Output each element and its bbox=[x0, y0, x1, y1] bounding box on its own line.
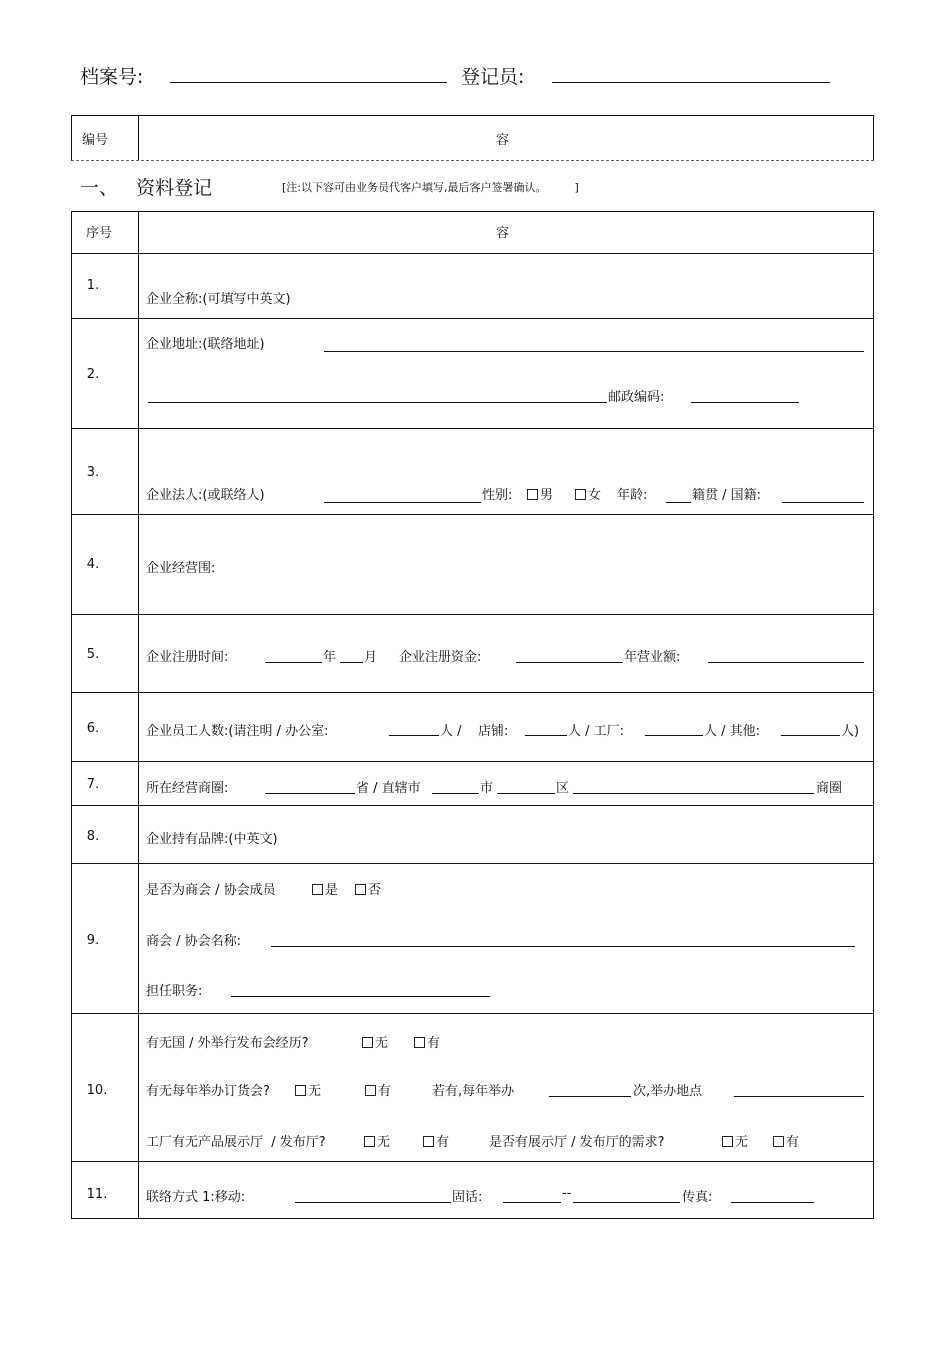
reg-month-input[interactable] bbox=[340, 662, 363, 663]
row-9-num: 9. bbox=[86, 933, 100, 948]
reg-time-label: 企业注册时间: bbox=[146, 650, 229, 665]
row-6-num: 6. bbox=[86, 721, 100, 736]
gender-label: 性别: bbox=[482, 488, 513, 503]
need-yes-label: 有 bbox=[786, 1135, 800, 1150]
row-11-num: 11. bbox=[86, 1187, 108, 1202]
main-table bbox=[71, 211, 874, 1219]
shop-label: 店铺: bbox=[478, 724, 509, 739]
member-yes-checkbox[interactable] bbox=[312, 884, 323, 895]
position-label: 担任职务: bbox=[146, 984, 203, 999]
assoc-name-label: 商会 / 协会名称: bbox=[146, 934, 242, 949]
launch-no-checkbox[interactable] bbox=[362, 1037, 373, 1048]
fair-yes-checkbox[interactable] bbox=[365, 1085, 376, 1096]
fair-location-input[interactable] bbox=[734, 1096, 864, 1097]
province-input[interactable] bbox=[265, 793, 355, 794]
if-yes-label: 若有,每年举办 bbox=[432, 1084, 515, 1099]
contact-label: 联络方式 1:移动: bbox=[146, 1190, 246, 1205]
member-no-option[interactable] bbox=[355, 879, 381, 898]
fair-yes-option[interactable] bbox=[365, 1080, 391, 1099]
main-col-content: 容 bbox=[496, 226, 510, 241]
male-checkbox[interactable] bbox=[527, 489, 538, 500]
address-input-1[interactable] bbox=[324, 351, 864, 352]
staff-label: 企业员工人数:(请注明 / 办公室: bbox=[146, 724, 329, 739]
male-label: 男 bbox=[540, 488, 554, 503]
other-staff-input[interactable] bbox=[781, 735, 840, 736]
male-option[interactable] bbox=[527, 484, 553, 503]
top-table-col-no: 编号 bbox=[82, 133, 109, 148]
showroom-yes-option[interactable] bbox=[423, 1131, 449, 1150]
need-no-checkbox[interactable] bbox=[722, 1136, 733, 1147]
biz-circle-label: 商圈 bbox=[816, 781, 843, 796]
age-label: 年龄: bbox=[617, 488, 648, 503]
member-no-label: 否 bbox=[368, 883, 382, 898]
top-table bbox=[71, 115, 874, 161]
registrar-label: 登记员: bbox=[461, 66, 525, 88]
tel-area-input[interactable] bbox=[503, 1202, 561, 1203]
showroom-no-label: 无 bbox=[377, 1135, 391, 1150]
native-input[interactable] bbox=[782, 502, 864, 503]
section-note: [注:以下容可由业务员代客户填写,最后客户签署确认。 ] bbox=[282, 181, 579, 194]
fair-yes-label: 有 bbox=[378, 1084, 392, 1099]
person-label-1: 人 / bbox=[440, 724, 462, 739]
launch-question: 有无国 / 外举行发布会经历? bbox=[146, 1036, 309, 1051]
need-yes-option[interactable] bbox=[773, 1131, 799, 1150]
fair-no-label: 无 bbox=[308, 1084, 322, 1099]
address-label: 企业地址:(联络地址) bbox=[146, 337, 265, 352]
launch-no-option[interactable] bbox=[362, 1032, 388, 1051]
file-no-label: 档案号: bbox=[80, 66, 144, 88]
reg-year-label: 年 bbox=[323, 650, 337, 665]
need-yes-checkbox[interactable] bbox=[773, 1136, 784, 1147]
postcode-label: 邮政编码: bbox=[608, 390, 665, 405]
launch-yes-checkbox[interactable] bbox=[414, 1037, 425, 1048]
biz-circle-input[interactable] bbox=[573, 793, 814, 794]
row-5-num: 5. bbox=[86, 647, 100, 662]
launch-yes-option[interactable] bbox=[414, 1032, 440, 1051]
assoc-name-input[interactable] bbox=[271, 946, 855, 947]
district-label: 所在经营商圈: bbox=[146, 781, 229, 796]
person-label-4: 人) bbox=[841, 724, 860, 739]
times-input[interactable] bbox=[549, 1096, 631, 1097]
position-input[interactable] bbox=[231, 996, 490, 997]
times-label: 次,举办地点 bbox=[633, 1084, 703, 1099]
legal-rep-label: 企业法人:(或联络人) bbox=[146, 488, 265, 503]
brand-label: 企业持有品牌:(中英文) bbox=[146, 832, 278, 847]
showroom-no-checkbox[interactable] bbox=[364, 1136, 375, 1147]
other-label: 人 / 其他: bbox=[704, 724, 761, 739]
fair-question: 有无每年举办订货会? bbox=[146, 1084, 270, 1099]
main-col-no: 序号 bbox=[86, 226, 113, 241]
need-no-option[interactable] bbox=[722, 1131, 748, 1150]
province-label: 省 / 直辖市 bbox=[356, 781, 421, 796]
female-option[interactable] bbox=[575, 484, 601, 503]
row-10-num: 10. bbox=[86, 1083, 108, 1098]
fair-no-checkbox[interactable] bbox=[295, 1085, 306, 1096]
reg-year-input[interactable] bbox=[265, 662, 322, 663]
registrar-input[interactable] bbox=[552, 82, 830, 83]
launch-no-label: 无 bbox=[375, 1036, 389, 1051]
office-staff-input[interactable] bbox=[389, 735, 439, 736]
tel-number-input[interactable] bbox=[573, 1202, 680, 1203]
row-3-num: 3. bbox=[86, 465, 100, 480]
reg-month-label: 月 bbox=[364, 650, 378, 665]
postcode-input[interactable] bbox=[691, 402, 799, 403]
company-name-label: 企业全称:(可填写中英文) bbox=[146, 292, 291, 307]
shop-staff-input[interactable] bbox=[525, 735, 567, 736]
file-no-input[interactable] bbox=[170, 82, 447, 83]
female-checkbox[interactable] bbox=[575, 489, 586, 500]
turnover-label: 年营业额: bbox=[624, 650, 681, 665]
female-label: 女 bbox=[588, 488, 602, 503]
fax-input[interactable] bbox=[731, 1202, 814, 1203]
city-input[interactable] bbox=[432, 793, 479, 794]
showroom-no-option[interactable] bbox=[364, 1131, 390, 1150]
factory-label: 人 / 工厂: bbox=[568, 724, 625, 739]
fax-label: 传真: bbox=[682, 1190, 713, 1205]
turnover-input[interactable] bbox=[708, 662, 864, 663]
member-yes-option[interactable] bbox=[312, 879, 338, 898]
capital-label: 企业注册资金: bbox=[399, 650, 482, 665]
section-title: 一、 资料登记 bbox=[80, 177, 213, 199]
row-1-num: 1. bbox=[86, 278, 100, 293]
tel-dash: -- bbox=[562, 1186, 572, 1201]
row-8-num: 8. bbox=[86, 829, 100, 844]
need-no-label: 无 bbox=[735, 1135, 749, 1150]
need-question: 是否有展示厅 / 发布厅的需求? bbox=[489, 1135, 665, 1150]
row-4-num: 4. bbox=[86, 557, 100, 572]
factory-staff-input[interactable] bbox=[645, 735, 703, 736]
launch-yes-label: 有 bbox=[427, 1036, 441, 1051]
showroom-yes-checkbox[interactable] bbox=[423, 1136, 434, 1147]
area-input[interactable] bbox=[497, 793, 555, 794]
showroom-yes-label: 有 bbox=[436, 1135, 450, 1150]
address-input-2[interactable] bbox=[148, 402, 607, 403]
row-2-num: 2. bbox=[86, 367, 100, 382]
member-question: 是否为商会 / 协会成员 bbox=[146, 883, 276, 898]
area-label: 区 bbox=[556, 781, 570, 796]
member-no-checkbox[interactable] bbox=[355, 884, 366, 895]
age-input[interactable] bbox=[666, 502, 691, 503]
row-7-num: 7. bbox=[86, 777, 100, 792]
top-table-col-content: 容 bbox=[496, 133, 510, 148]
city-label: 市 bbox=[480, 781, 494, 796]
tel-label: 固话: bbox=[452, 1190, 483, 1205]
scope-label: 企业经营围: bbox=[146, 561, 216, 576]
member-yes-label: 是 bbox=[325, 883, 339, 898]
capital-input[interactable] bbox=[516, 662, 623, 663]
showroom-question: 工厂有无产品展示厅 / 发布厅? bbox=[146, 1135, 326, 1150]
native-label: 籍贯 / 国籍: bbox=[692, 488, 762, 503]
fair-no-option[interactable] bbox=[295, 1080, 321, 1099]
mobile-input[interactable] bbox=[295, 1202, 451, 1203]
legal-rep-input[interactable] bbox=[324, 502, 481, 503]
